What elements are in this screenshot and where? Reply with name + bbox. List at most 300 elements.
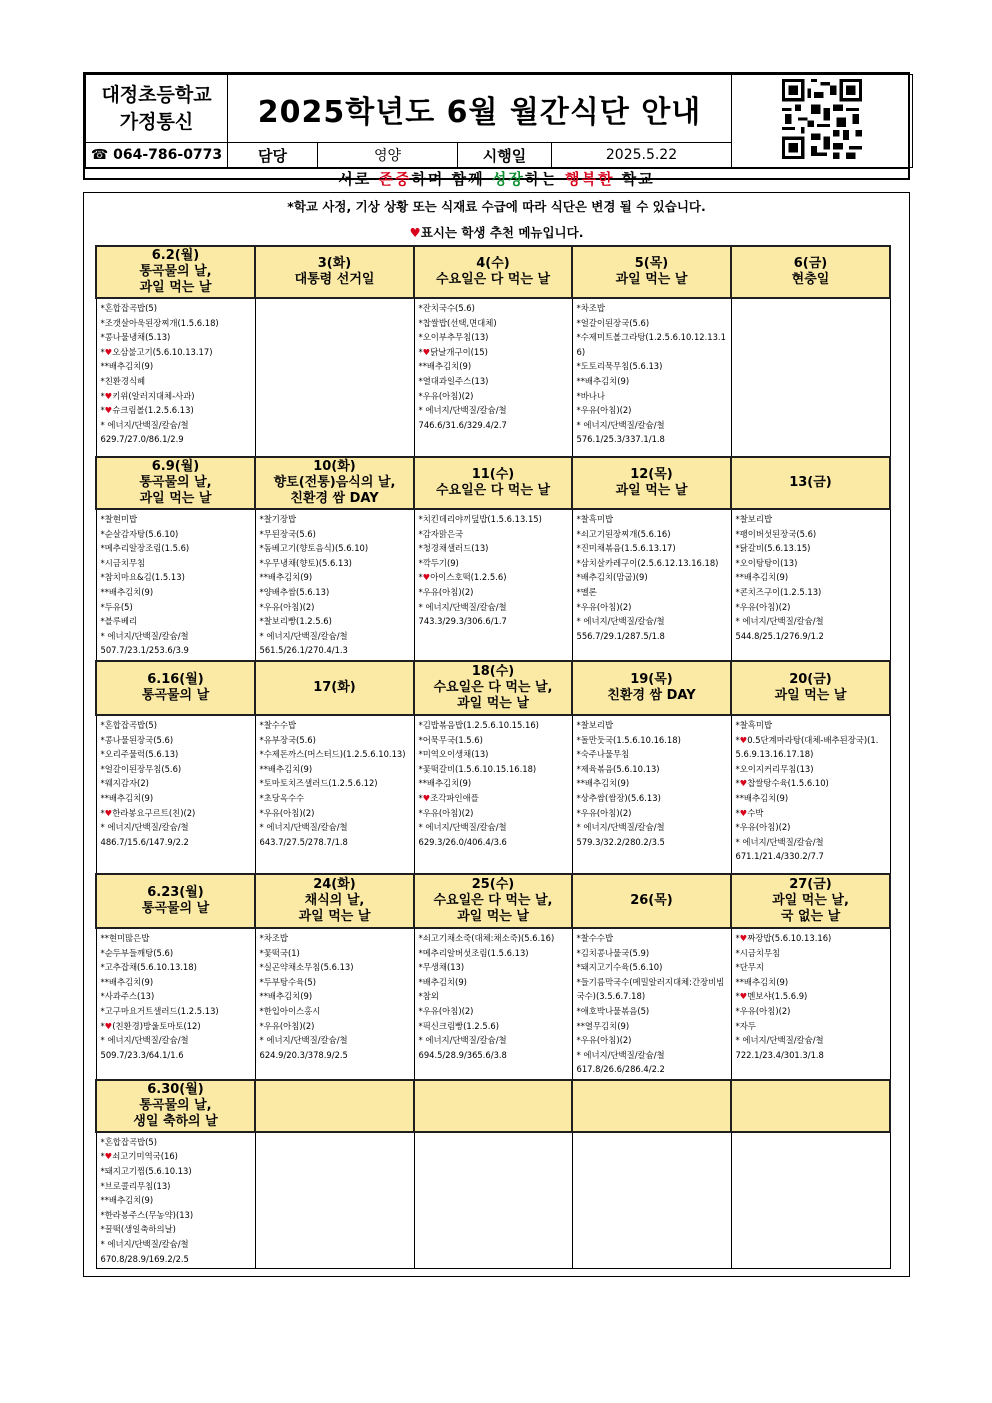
menu-item: *오이지커리무침(13) — [735, 763, 814, 774]
menu-item: 561.5/26.1/270.4/1.3 — [259, 645, 348, 656]
menu-section — [83, 192, 910, 1277]
menu-item: *찰보리밥 — [576, 719, 614, 730]
menu-item: *들기름막국수(메밀알러지대체:간장비빔국수)(3.5.6.7.18) — [576, 976, 725, 1002]
menu-item: *♥0.5단계마라탕(대체-배추된장국)(1.5.6.9.13.16.17.18) — [735, 734, 879, 760]
day-menu — [255, 715, 414, 874]
menu-item: * 에너지/단백질/칼슘/철 — [100, 419, 189, 430]
menu-item: *찰현미밥 — [100, 514, 138, 524]
day-theme: 과일 먹는 날 — [457, 695, 529, 711]
menu-item: * 에너지/단백질/칼슘/철 — [735, 616, 824, 627]
day-date: 26(목) — [630, 892, 673, 908]
menu-item: *조갯살아욱된장찌개(1.5.6.18) — [100, 317, 219, 328]
day-menu — [572, 715, 731, 874]
day-date: 3(화) — [317, 256, 352, 271]
menu-item: *얼갈이된장국(5.6) — [576, 317, 650, 328]
menu-item: * 에너지/단백질/칼슘/철 — [418, 405, 507, 416]
day-date: 19(목) — [630, 671, 673, 687]
day-theme: 과일 먹는 날 — [139, 491, 212, 506]
heart-icon: ♥ — [104, 1020, 113, 1031]
menu-item: *수제미트볼그라탕(1.2.5.6.10.12.13.16) — [576, 332, 726, 357]
menu-item: **배추김치(9) — [576, 375, 630, 386]
heart-icon: ♥ — [104, 1151, 113, 1162]
notice-line1: *학교 사정, 기상 상황 또는 식재료 수급에 따라 식단은 변경 될 수 있습니다. — [287, 199, 706, 214]
day-date: 6(금) — [793, 256, 828, 271]
day-header — [255, 661, 414, 715]
day-header — [731, 661, 890, 715]
menu-item: **배추김치(9) — [259, 572, 313, 583]
day-menu — [572, 509, 731, 661]
menu-item: *우유(아침)(2) — [418, 1005, 474, 1016]
menu-item: *시금치무침 — [100, 557, 146, 568]
menu-item: *찰수수밥 — [259, 719, 297, 730]
day-theme: 과일 먹는 날 — [615, 483, 688, 498]
menu-item: * 에너지/단백질/칼슘/철 — [418, 1035, 507, 1046]
menu-item: **배추김치(9) — [100, 792, 154, 803]
menu-item: *자두 — [735, 1020, 756, 1031]
day-date: 13(금) — [789, 475, 832, 490]
menu-item: *우유(아침)(2) — [259, 601, 315, 612]
menu-item: 544.8/25.1/276.9/1.2 — [735, 630, 824, 641]
menu-item: **배추김치(9) — [100, 361, 154, 372]
day-menu — [96, 298, 255, 457]
day-menu — [255, 509, 414, 661]
menu-item: *♥(친환경)방울토마토(12) — [100, 1020, 201, 1031]
menu-item: 509.7/23.3/64.1/1.6 — [100, 1049, 184, 1060]
menu-item: **현미많은밥 — [100, 932, 150, 943]
day-menu — [255, 1132, 414, 1269]
menu-item: *꽃떡갈비(1.5.6.10.15.16.18) — [418, 763, 537, 774]
menu-item: *참치마요&김(1.5.13) — [100, 572, 185, 583]
menu-item: *제육볶음(5.6.10.13) — [576, 763, 660, 774]
day-header — [731, 457, 890, 509]
menu-item: *친환경식혜 — [100, 375, 146, 386]
menu-item: *숙주나물무침 — [576, 749, 630, 760]
menu-item: **배추김치(9) — [100, 1195, 154, 1206]
day-theme: 대통령 선거일 — [294, 272, 375, 287]
week-header-row — [96, 246, 890, 298]
motto-word: 성장하는 — [491, 170, 566, 188]
menu-item: * 에너지/단백질/칼슘/철 — [576, 1049, 665, 1060]
menu-item: **배추김치(9) — [735, 572, 789, 583]
school-motto — [85, 168, 908, 188]
day-menu — [255, 928, 414, 1080]
day-menu — [96, 1132, 255, 1269]
motto-word: 함께 — [451, 170, 492, 188]
menu-item: * 에너지/단백질/칼슘/철 — [100, 822, 189, 833]
day-menu — [414, 298, 572, 457]
menu-item: 629.7/27.0/86.1/2.9 — [100, 434, 184, 445]
menu-item: *두유(5) — [100, 601, 133, 612]
menu-item: *♥오삼불고기(5.6.10.13.17) — [100, 346, 213, 357]
menu-item: *돼지고기수육(5.6.10) — [576, 962, 663, 973]
menu-item: *픽신크림빵(1.2.5.6) — [418, 1020, 499, 1031]
day-theme: 통곡물의 날, — [139, 1097, 212, 1113]
day-date: 11(수) — [471, 467, 515, 482]
menu-item: **배추김치(9) — [259, 991, 313, 1002]
header-table — [85, 74, 913, 168]
menu-item: *닭갈비(5.6.13.15) — [735, 543, 811, 554]
menu-item: 486.7/15.6/147.9/2.2 — [100, 836, 189, 847]
day-menu — [572, 298, 731, 457]
day-date: 17(화) — [313, 679, 356, 695]
menu-item: *찰보리빵(1.2.5.6) — [259, 616, 332, 627]
menu-item: *배추김치(맘굽)(9) — [576, 572, 648, 583]
phone-number: ☎ 064-786-0773 — [86, 143, 228, 168]
menu-item: *브로콜리무침(13) — [100, 1180, 171, 1191]
menu-item: *도토리묵무침(5.6.13) — [576, 361, 663, 372]
menu-item: *♥찹쌀탕수육(1.5.6.10) — [735, 778, 829, 789]
day-menu — [414, 928, 572, 1080]
day-header — [96, 1080, 255, 1132]
heart-icon: ♥ — [739, 932, 748, 943]
menu-item: * 에너지/단백질/칼슘/철 — [259, 630, 348, 641]
week-menu-row — [96, 509, 890, 661]
menu-item: *우유(아침)(2) — [735, 1005, 791, 1016]
menu-item: 670.8/28.9/169.2/2.5 — [100, 1253, 189, 1264]
menu-item: *멜론 — [576, 586, 597, 597]
menu-item: 743.3/29.3/306.6/1.7 — [418, 616, 507, 627]
menu-item: *혼합잡곡밥(5) — [100, 1136, 158, 1147]
menu-item: *잔치국수(5.6) — [418, 303, 475, 313]
day-date: 6.2(월) — [151, 248, 200, 263]
menu-item: *돌만둣국(1.5.6.10.16.18) — [576, 734, 681, 745]
menu-item: *♥키위(알러지대체-사과) — [100, 390, 195, 401]
day-header — [255, 1080, 414, 1132]
menu-item: *♥수박 — [735, 807, 764, 818]
day-menu — [414, 715, 572, 874]
day-date: 18(수) — [471, 663, 515, 679]
day-header — [572, 1080, 731, 1132]
menu-item: *우유(아침)(2) — [735, 822, 791, 833]
day-date: 4(수) — [476, 256, 510, 271]
day-menu — [731, 298, 890, 457]
menu-item: *♥슈크림볼(1.2.5.6.13) — [100, 405, 194, 416]
day-date: 25(수) — [471, 876, 515, 892]
menu-item: *진미채볶음(1.5.6.13.17) — [576, 543, 676, 554]
menu-item: 507.7/23.1/253.6/3.9 — [100, 645, 189, 656]
day-theme: 생일 축하의 날 — [133, 1113, 218, 1129]
notice — [84, 193, 909, 246]
day-date: 20(금) — [789, 671, 832, 687]
menu-item: *♥닭날개구이(15) — [418, 346, 488, 357]
day-header — [731, 246, 890, 298]
menu-item: 694.5/28.9/365.6/3.8 — [418, 1049, 507, 1060]
day-theme: 친환경 쌈 DAY — [607, 687, 696, 703]
menu-item: *메추리알버섯조림(1.5.6.13) — [418, 947, 529, 958]
day-theme: 친환경 쌈 DAY — [290, 491, 379, 506]
day-header — [572, 874, 731, 928]
menu-item: *꽃떡국(1) — [259, 947, 300, 958]
menu-item: **배추김치(9) — [100, 586, 154, 597]
day-menu — [572, 928, 731, 1080]
menu-item: *바나나 — [576, 390, 605, 401]
menu-item: *쇠고기채소죽(대체:채소죽)(5.6.16) — [418, 932, 555, 943]
menu-item: *오리주물럭(5.6.13) — [100, 749, 179, 760]
menu-item: *양배추쌈(5.6.13) — [259, 586, 330, 597]
menu-item: *찰기장밥 — [259, 514, 297, 524]
motto-highlight: 존중 — [378, 170, 412, 188]
week-header-row — [96, 1080, 890, 1132]
day-date: 6.16(월) — [147, 671, 204, 687]
menu-item: *블루베리 — [100, 616, 138, 627]
day-menu — [96, 509, 255, 661]
day-date: 6.23(월) — [147, 884, 204, 900]
menu-item: *우유(아침)(2) — [576, 807, 632, 818]
menu-item: *찰수수밥 — [576, 932, 614, 943]
day-theme: 통곡물의 날 — [141, 687, 210, 703]
menu-item: *어묵무국(1.5.6) — [418, 734, 483, 745]
day-theme: 과일 먹는 날 — [457, 908, 529, 924]
day-theme: 과일 먹는 날 — [139, 280, 212, 295]
menu-item: *♥짜장밥(5.6.10.13.16) — [735, 932, 832, 943]
menu-item: *단무지 — [735, 962, 764, 973]
menu-item: *한입아이스홍시 — [259, 1005, 321, 1016]
menu-item: *혼합잡곡밥(5) — [100, 719, 158, 730]
menu-item: *돔베고기(향토음식)(5.6.10) — [259, 543, 369, 554]
day-header — [255, 874, 414, 928]
day-header — [255, 457, 414, 509]
menu-item: *김치콩나물국(5.9) — [576, 947, 650, 958]
menu-item: * 에너지/단백질/칼슘/철 — [100, 1239, 189, 1250]
menu-item: 617.8/26.6/286.4/2.2 — [576, 1064, 665, 1075]
menu-item: *순살감자탕(5.6.10) — [100, 528, 179, 539]
menu-item: *사과주스(13) — [100, 991, 155, 1002]
day-theme: 수요일은 다 먹는 날, — [433, 679, 553, 695]
day-header — [414, 661, 572, 715]
menu-item: *차조밥 — [576, 303, 605, 313]
menu-item: **배추김치(9) — [100, 976, 154, 987]
menu-item: **배추김치(9) — [418, 361, 472, 372]
menu-item: *찰흑미밥 — [576, 514, 614, 524]
menu-item: *우유(아침)(2) — [576, 1035, 632, 1046]
day-menu — [96, 715, 255, 874]
day-header — [96, 661, 255, 715]
day-theme: 수요일은 다 먹는 날, — [433, 892, 553, 908]
day-theme: 현충일 — [791, 272, 830, 287]
day-theme: 수요일은 다 먹는 날 — [435, 483, 551, 498]
menu-item: *실곤약채소무침(5.6.13) — [259, 962, 354, 973]
menu-item: *우유(아침)(2) — [576, 601, 632, 612]
heart-icon: ♥ — [104, 390, 113, 401]
day-menu — [572, 1132, 731, 1269]
week-menu-row — [96, 715, 890, 874]
menu-item: *차조밥 — [259, 932, 288, 943]
menu-item: 746.6/31.6/329.4/2.7 — [418, 419, 507, 430]
menu-item: 643.7/27.5/278.7/1.8 — [259, 836, 348, 847]
menu-item: 722.1/23.4/301.3/1.8 — [735, 1049, 824, 1060]
menu-item: *우무냉채(향토)(5.6.13) — [259, 557, 352, 568]
school-line1: 대정초등학교 — [101, 83, 212, 106]
day-menu — [255, 298, 414, 457]
menu-item: *두부탕수육(5) — [259, 976, 317, 987]
menu-item: *♥멘보샤(1.5.6.9) — [735, 991, 808, 1002]
day-menu — [731, 928, 890, 1080]
menu-item: *한라봉주스(무농약)(13) — [100, 1209, 194, 1220]
menu-item: *유부장국(5.6) — [259, 734, 316, 745]
day-date: 24(화) — [313, 876, 356, 892]
menu-item: **열무김치(9) — [576, 1020, 630, 1031]
menu-item: *찰보리밥 — [735, 514, 773, 524]
menu-item: *쇠고기된장찌개(5.6.16) — [576, 528, 671, 539]
day-menu — [96, 928, 255, 1080]
menu-item: *오이탕탕이(13) — [735, 557, 798, 568]
menu-item: * 에너지/단백질/칼슘/철 — [418, 822, 507, 833]
menu-item: **배추김치(9) — [259, 763, 313, 774]
day-header — [414, 1080, 572, 1132]
menu-item: *무된장국(5.6) — [259, 528, 316, 539]
date-value: 2025.5.22 — [552, 143, 732, 168]
week-header-row — [96, 874, 890, 928]
menu-item: * 에너지/단백질/칼슘/철 — [100, 1035, 189, 1046]
header-box — [83, 72, 910, 188]
menu-item: * 에너지/단백질/칼슘/철 — [100, 630, 189, 641]
menu-item: * 에너지/단백질/칼슘/철 — [735, 836, 824, 847]
day-menu — [731, 509, 890, 661]
menu-item: **배추김치(9) — [735, 976, 789, 987]
motto-word — [565, 170, 622, 188]
menu-item: *오이부추무침(13) — [418, 332, 489, 343]
menu-item: 556.7/29.1/287.5/1.8 — [576, 630, 665, 641]
day-header — [572, 246, 731, 298]
motto-highlight: 성장 — [491, 170, 525, 188]
menu-item: * 에너지/단백질/칼슘/철 — [259, 1035, 348, 1046]
menu-item: 629.3/26.0/406.4/3.6 — [418, 836, 507, 847]
menu-item: *열대과일주스(13) — [418, 375, 489, 386]
heart-icon: ♥ — [739, 778, 748, 789]
day-header — [414, 457, 572, 509]
heart-icon: ♥ — [739, 991, 748, 1002]
menu-item: *우유(아침)(2) — [418, 807, 474, 818]
motto-word: 학교 — [621, 170, 655, 188]
day-header — [414, 246, 572, 298]
week-header-row — [96, 457, 890, 509]
menu-item: **배추김치(9) — [576, 778, 630, 789]
menu-item: *고구마요거트샐러드(1.2.5.13) — [100, 1005, 219, 1016]
menu-item: *메추리알장조림(1.5.6) — [100, 543, 190, 554]
manager-label: 담당 — [228, 143, 318, 168]
day-date: 27(금) — [789, 876, 832, 892]
menu-item: *치킨데리야끼덮밥(1.5.6.13.15) — [418, 514, 542, 524]
week-header-row — [96, 661, 890, 715]
menu-item: *팽이버섯된장국(5.6) — [735, 528, 817, 539]
menu-item: *♥조각파인애플 — [418, 792, 479, 803]
menu-item: *우유(아침)(2) — [259, 1020, 315, 1031]
school-name — [86, 75, 228, 143]
menu-item: *혼합잡곡밥(5) — [100, 303, 158, 313]
day-theme: 수요일은 다 먹는 날 — [435, 272, 551, 287]
day-date: 6.30(월) — [147, 1081, 204, 1097]
menu-item: *꿀떡(생일축하의날) — [100, 1224, 176, 1235]
menu-item: 671.1/21.4/330.2/7.7 — [735, 851, 824, 862]
day-header — [414, 874, 572, 928]
menu-item: *♥한라봉요구르트(친)(2) — [100, 807, 196, 818]
day-theme: 국 없는 날 — [780, 908, 841, 924]
heart-icon: ♥ — [409, 225, 421, 240]
day-theme: 통곡물의 날, — [139, 475, 212, 490]
menu-item: 624.9/20.3/378.9/2.5 — [259, 1049, 348, 1060]
day-header — [96, 874, 255, 928]
menu-item: 576.1/25.3/337.1/1.8 — [576, 434, 665, 445]
day-theme: 채식의 날, — [304, 892, 365, 908]
qr-code — [732, 75, 913, 168]
day-header — [255, 246, 414, 298]
menu-item: *무생채(13) — [418, 962, 465, 973]
day-theme: 과일 먹는 날, — [772, 892, 849, 908]
menu-item: * 에너지/단백질/칼슘/철 — [418, 601, 507, 612]
day-header — [96, 246, 255, 298]
menu-item: *웨지감자(2) — [100, 778, 149, 789]
menu-item: *상추쌈(쌈장)(5.6.13) — [576, 792, 661, 803]
heart-icon: ♥ — [739, 734, 748, 745]
menu-item: *얼갈이된장무침(5.6) — [100, 763, 182, 774]
menu-item: **배추김치(9) — [735, 792, 789, 803]
menu-item: *삼치살카레구이(2.5.6.12.13.16.18) — [576, 557, 719, 568]
menu-item: *우유(아침)(2) — [576, 405, 632, 416]
notice-line2 — [84, 220, 909, 246]
menu-item: *고추잡채(5.6.10.13.18) — [100, 962, 197, 973]
day-menu — [414, 1132, 572, 1269]
qr-code-icon — [782, 79, 862, 159]
menu-item: *콩나물냉채(5.13) — [100, 332, 171, 343]
menu-item: *토마토치즈샐러드(1.2.5.6.12) — [259, 778, 378, 789]
day-date: 6.9(월) — [151, 459, 200, 474]
manager-value: 영양 — [318, 143, 458, 168]
menu-item: *감자맑은국 — [418, 528, 464, 539]
menu-item: 579.3/32.2/280.2/3.5 — [576, 836, 665, 847]
heart-icon: ♥ — [422, 346, 431, 357]
day-theme: 과일 먹는 날 — [615, 272, 688, 287]
motto-highlight: 행복한 — [565, 170, 615, 188]
heart-icon: ♥ — [104, 346, 113, 357]
day-menu — [414, 509, 572, 661]
day-date: 10(화) — [313, 459, 356, 474]
page-title: 2025학년도 6월 월간식단 안내 — [228, 75, 732, 143]
date-label: 시행일 — [458, 143, 552, 168]
notice-line2-text: 표시는 학생 추천 메뉴입니다. — [420, 225, 584, 240]
menu-item: *찰흑미밥 — [735, 719, 773, 730]
menu-item: *우유(아침)(2) — [735, 601, 791, 612]
week-menu-row — [96, 298, 890, 457]
day-header — [731, 1080, 890, 1132]
menu-item: *순두부들깨탕(5.6) — [100, 947, 174, 958]
menu-item: *돼지고기찜(5.6.10.13) — [100, 1166, 192, 1177]
heart-icon: ♥ — [104, 807, 113, 818]
day-theme: 향토(전통)음식의 날, — [273, 475, 396, 490]
day-theme: 과일 먹는 날 — [298, 908, 371, 924]
motto-word: 존중하며 — [378, 170, 452, 188]
menu-item: *콩나물된장국(5.6) — [100, 734, 174, 745]
menu-item: *♥아이스호떡(1.2.5.6) — [418, 572, 507, 583]
menu-item: * 에너지/단백질/칼슘/철 — [259, 822, 348, 833]
menu-item: * 에너지/단백질/칼슘/철 — [576, 822, 665, 833]
day-header — [731, 874, 890, 928]
heart-icon: ♥ — [739, 807, 748, 818]
day-date: 5(목) — [634, 256, 669, 271]
day-theme: 과일 먹는 날 — [774, 687, 847, 703]
menu-item: *미역오이생채(13) — [418, 749, 489, 760]
day-header — [96, 457, 255, 509]
menu-item: *우유(아침)(2) — [259, 807, 315, 818]
day-date: 12(목) — [630, 467, 673, 482]
menu-item: *찹쌀밥(선택,면대체) — [418, 317, 497, 328]
menu-item: *김밥볶음밥(1.2.5.6.10.15.16) — [418, 719, 539, 730]
menu-item: *애호박나물볶음(5) — [576, 1005, 650, 1016]
school-line2: 가정통신 — [119, 110, 194, 133]
heart-icon: ♥ — [104, 405, 113, 416]
menu-item: *참외 — [418, 991, 439, 1002]
day-header — [572, 457, 731, 509]
week-menu-row — [96, 928, 890, 1080]
